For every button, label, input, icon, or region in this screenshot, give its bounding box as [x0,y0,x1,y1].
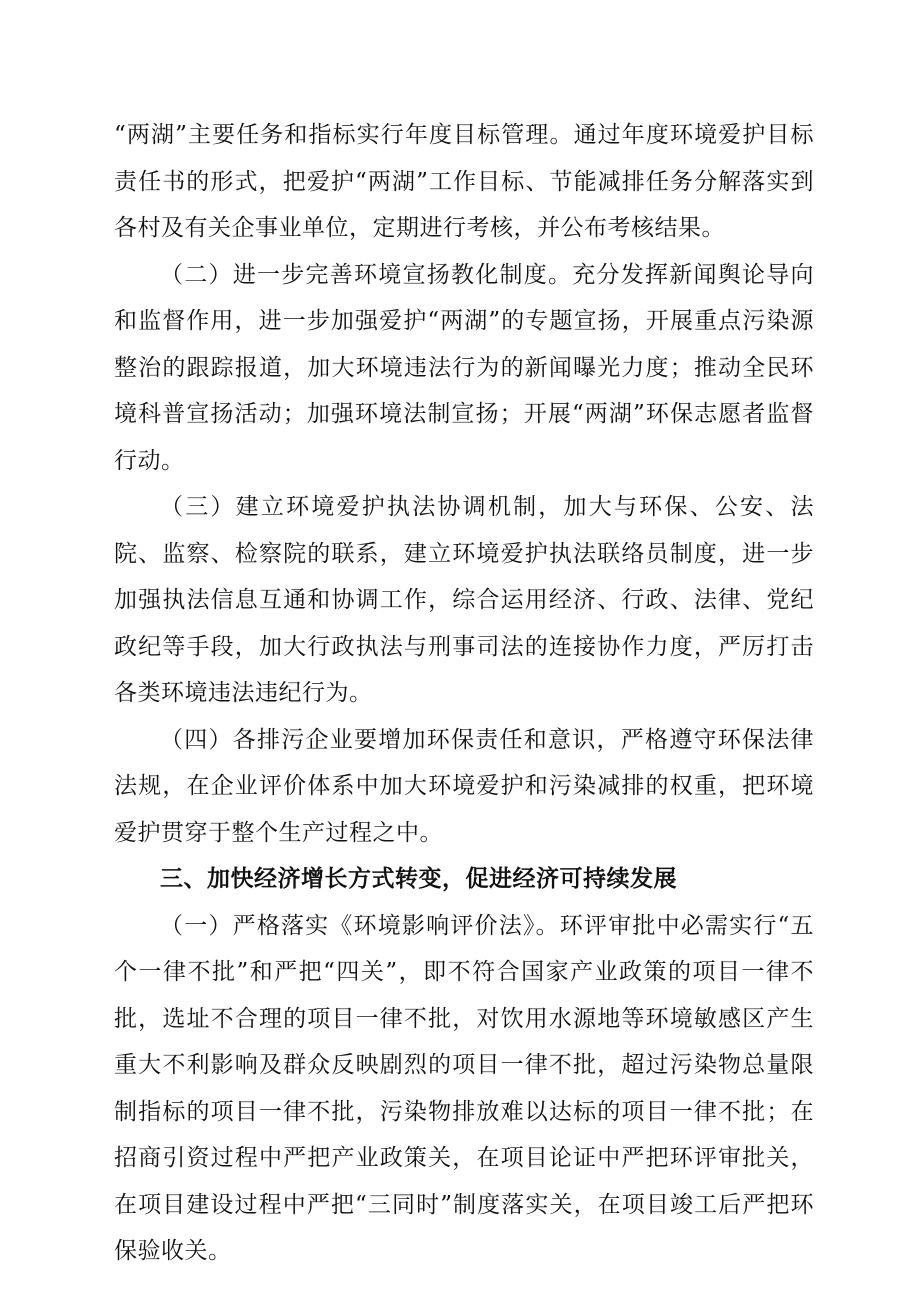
paragraph-item-2: （二）进一步完善环境宣扬教化制度。充分发挥新闻舆论导向和监督作用，进一步加强爱护“两湖”的专题宣扬，开展重点污染源整治的跟踪报道，加大环境违法行为的新闻曝光力度；推动全民环境科普宣扬活动；加强环境法制宣扬；开展“两湖”环保志愿者监督行动。 [114,261,814,474]
section-heading: 三、加快经济增长方式转变，促进经济可持续发展 [160,866,677,892]
paragraph-section-item-1: （一）严格落实《环境影响评价法》。环评审批中必需实行“五个一律不批”和严把“四关”，即不符合国家产业政策的项目一律不批，选址不合理的项目一律不批，对饮用水源地等环境敏感区产生重大不利影响及群众反映剧烈的项目一律不批，超过污染物总量限制指标的项目一律不批，污染物排放难以达标的项目一律不批；在招商引资过程中严把产业政策关，在项目论证中严把环评审批关，在项目建设过程中严把“三同时”制度落实关，在项目竣工后严把环保验收关。 [114,912,814,1264]
paragraph-continuation: “两湖”主要任务和指标实行年度目标管理。通过年度环境爱护目标责任书的形式，把爱护“两湖”工作目标、节能减排任务分解落实到各村及有关企事业单位，定期进行考核，并公布考核结果。 [114,122,814,241]
paragraph-item-3: （三）建立环境爱护执法协调机制，加大与环保、公安、法院、监察、检察院的联系，建立环境爱护执法联络员制度，进一步加强执法信息互通和协调工作，综合运用经济、行政、法律、党纪政纪等手段，加大行政执法与刑事司法的连接协作力度，严厉打击各类环境违法违纪行为。 [114,494,814,706]
document-body [114,112,814,1275]
paragraph-item-4: （四）各排污企业要增加环保责任和意识，严格遵守环保法律法规，在企业评价体系中加大环境爱护和污染减排的权重，把环境爱护贯穿于整个生产过程之中。 [114,726,814,846]
